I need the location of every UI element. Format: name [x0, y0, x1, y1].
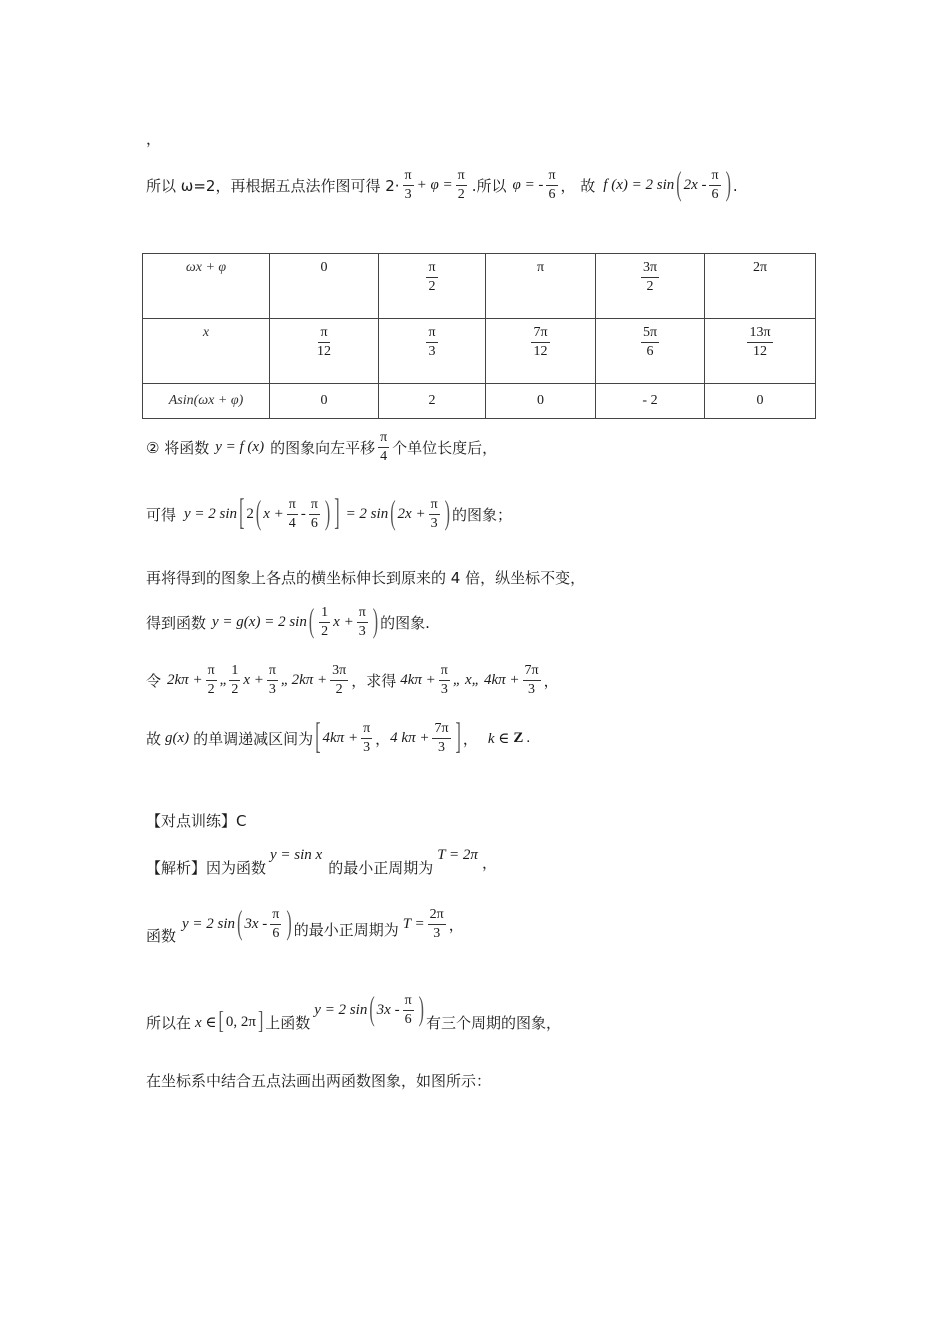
math-x-plus: x +: [333, 614, 354, 631]
left-paren: (: [255, 495, 262, 532]
text-ling: 令: [146, 672, 162, 691]
fraction-pi-3: $\frac{\pi}{3}$: [404, 168, 412, 203]
math-3x-minus: 3x -: [376, 1002, 400, 1018]
right-paren: ): [372, 603, 379, 640]
left-bracket: [: [218, 1007, 224, 1035]
right-paren: ): [286, 905, 292, 942]
math-4kpi-plus: 4kπ +: [400, 672, 436, 689]
math-3x-minus: 3x -: [244, 916, 268, 932]
five-point-table: [142, 253, 816, 419]
text-period: 的最小正周期为: [293, 921, 399, 939]
row-header-value: Asin(ωx + φ): [143, 384, 270, 419]
math-plus-phi: + φ =: [416, 177, 453, 194]
text-hanshu: 函数: [146, 927, 177, 945]
line-shift-left: [146, 430, 497, 465]
table-row: [143, 254, 816, 319]
comma: ，: [481, 854, 497, 872]
line-draw-graphs: [146, 1070, 491, 1091]
fraction-pi-6: $\frac{\pi}{6}$: [404, 992, 412, 1027]
left-paren: (: [369, 991, 375, 1028]
table-cell: 2π: [705, 254, 816, 319]
text-dedao: 得到函数: [146, 614, 207, 633]
math-2x-plus: 2x +: [397, 506, 426, 523]
math-minus: -: [300, 506, 306, 523]
text-three-periods: 有三个周期的图象，: [425, 1014, 561, 1032]
fraction-pi-6b: $\frac{\pi}{6}$: [711, 168, 719, 203]
line-training-answer: [146, 810, 246, 831]
text-omega: 所以 ω=2，再根据五点法作图可得 2·: [146, 177, 400, 196]
leq-sign: „: [280, 672, 288, 689]
text-interval: 的单调递减区间为: [193, 730, 314, 749]
table-cell: 2: [379, 384, 486, 419]
line-stretch: [146, 567, 585, 588]
fraction-7pi-3: $\frac{7\pi}{3}$: [524, 663, 539, 698]
text-jiang: ② 将函数: [146, 439, 210, 458]
math-y-2sin: y = 2 sin: [314, 1002, 368, 1018]
fraction-3pi-2: $\frac{3\pi}{2}$: [332, 663, 347, 698]
text-shanghanshu: 上函数: [265, 1014, 311, 1032]
table-cell: π: [486, 254, 596, 319]
stray-comma: [146, 128, 161, 149]
table-cell: 0: [705, 384, 816, 419]
fraction-pi-3: $\frac{\pi}{3}$: [430, 497, 438, 532]
math-eq-2sin: = 2 sin: [345, 506, 389, 523]
math-y-sinx: y = sin x: [270, 847, 323, 863]
left-bracket: [: [315, 717, 321, 757]
text-jiexi: 【解析】因为函数: [146, 859, 267, 877]
text-answer: 【对点训练】C: [146, 812, 247, 830]
math-gx: g(x): [165, 730, 190, 747]
leq-sign: „: [219, 672, 227, 689]
math-T-eq: T =: [402, 916, 425, 932]
comma: ，: [462, 730, 478, 749]
table-cell: 0: [486, 384, 596, 419]
math-x-plus: x +: [263, 506, 284, 523]
fraction-pi-6: $\frac{\pi}{6}$: [310, 497, 318, 532]
table-row: [143, 384, 816, 419]
fraction-pi-3: $\frac{\pi}{3}$: [268, 663, 276, 698]
math-k-in: k ∈: [487, 731, 510, 748]
line-period-3x: [146, 903, 464, 946]
fraction-pi-3: $\frac{\pi}{3}$: [440, 663, 448, 698]
math-T-2pi: T = 2π: [437, 847, 478, 863]
fraction-pi-3: $\frac{\pi}{3}$: [358, 605, 366, 640]
right-paren: ): [418, 991, 424, 1028]
text-tuxiang: 的图象；: [451, 506, 512, 525]
text-qiude: ，求得: [351, 672, 397, 691]
comma: ，: [375, 730, 391, 749]
table-cell: $\frac{13\pi}{12}$: [705, 319, 816, 384]
math-leq-x: „ x„: [452, 672, 480, 689]
math-2kpi-plus: 2kπ +: [291, 672, 328, 689]
right-paren: ): [324, 495, 331, 532]
fraction-pi-6: $\frac{\pi}{6}$: [548, 168, 556, 203]
left-paren: (: [308, 603, 315, 640]
fraction-pi-4: $\frac{\pi}{4}$: [288, 497, 296, 532]
left-bracket: [: [239, 493, 245, 533]
fraction-pi-3: $\frac{\pi}{3}$: [363, 721, 371, 756]
text-unit: 个单位长度后，: [392, 439, 498, 458]
table-cell: 0: [270, 384, 379, 419]
line-inequality: [146, 663, 559, 698]
fraction-1-2: $\frac{1}{2}$: [321, 605, 329, 640]
math-y-2sin: y = 2 sin: [182, 916, 236, 932]
text-gu: ， 故: [560, 177, 596, 196]
math-4kpi-plus: 4kπ +: [322, 730, 359, 747]
left-paren: (: [237, 905, 243, 942]
text-kede: 可得: [146, 506, 177, 525]
math-y-gx: y = g(x) = 2 sin: [212, 614, 307, 631]
table-cell: 0: [270, 254, 379, 319]
fraction-2pi-3: $\frac{2\pi}{3}$: [429, 906, 444, 941]
comma: ，: [448, 916, 464, 934]
right-bracket: ]: [455, 717, 461, 757]
math-phi-eq: φ = -: [512, 177, 544, 194]
table-cell: $\frac{\pi}{3}$: [379, 319, 486, 384]
table-cell: $\frac{\pi}{2}$: [379, 254, 486, 319]
fraction-pi-4: $\frac{\pi}{4}$: [380, 430, 388, 465]
line-analysis: [146, 847, 497, 878]
table-cell: - 2: [596, 384, 705, 419]
text-gu: 故: [146, 730, 162, 749]
row-header-phase: ωx + φ: [143, 254, 270, 319]
table-cell: $\frac{3\pi}{2}$: [596, 254, 705, 319]
text-period: 的最小正周期为: [328, 859, 434, 877]
line-three-periods: [146, 988, 561, 1033]
table-cell: $\frac{\pi}{12}$: [270, 319, 379, 384]
math-f-def: f (x) = 2 sin: [603, 177, 675, 194]
math-4kpi-plus: 4kπ +: [483, 672, 520, 689]
comma-text: ，: [146, 130, 162, 148]
right-paren: ): [444, 495, 450, 532]
fraction-pi-6: $\frac{\pi}{6}$: [272, 906, 280, 941]
text-suoyi: .所以: [471, 177, 507, 196]
math-2x: 2x -: [683, 177, 707, 194]
math-2kpi-plus: 2kπ +: [167, 672, 203, 689]
math-integers: Z: [513, 730, 524, 747]
fraction-7pi-3: $\frac{7\pi}{3}$: [434, 721, 449, 756]
math-y-fx: y = f (x): [215, 439, 265, 456]
left-paren: (: [390, 495, 396, 532]
table-cell: $\frac{7\pi}{12}$: [486, 319, 596, 384]
table-cell: $\frac{5\pi}{6}$: [596, 319, 705, 384]
text-tuxiang: 的图象.: [380, 614, 430, 633]
line-omega-phi: [146, 168, 738, 203]
math-y-2sin: y = 2 sin: [184, 506, 238, 523]
text-shift: 的图象向左平移: [270, 439, 376, 458]
right-bracket: ]: [334, 493, 340, 533]
text-stretch: 再将得到的图象上各点的横坐标伸长到原来的 4 倍，纵坐标不变，: [146, 569, 586, 587]
right-bracket: ]: [257, 1007, 264, 1035]
table-row: [143, 319, 816, 384]
math-interval: 0, 2π: [225, 1014, 256, 1030]
period: .: [732, 176, 738, 195]
row-header-x: x: [143, 319, 270, 384]
fraction-pi-2: $\frac{\pi}{2}$: [207, 663, 215, 698]
text-draw: 在坐标系中结合五点法画出两函数图象，如图所示：: [146, 1072, 492, 1090]
line-decreasing-interval: [146, 717, 531, 757]
math-x-in: x ∈: [195, 1015, 217, 1031]
comma: ，: [543, 672, 559, 691]
line-keude: [146, 493, 512, 533]
fraction-pi-2: $\frac{\pi}{2}$: [457, 168, 465, 203]
left-paren: (: [676, 166, 682, 203]
math-x-plus: x +: [243, 672, 264, 689]
text-suoyizai: 所以在: [146, 1014, 192, 1032]
math-4kpi-plus: 4 kπ +: [390, 730, 430, 747]
period: .: [526, 730, 531, 747]
right-paren: ): [725, 166, 731, 203]
fraction-1-2: $\frac{1}{2}$: [231, 663, 239, 698]
line-g-def: [146, 605, 430, 640]
math-2: 2: [246, 506, 254, 523]
